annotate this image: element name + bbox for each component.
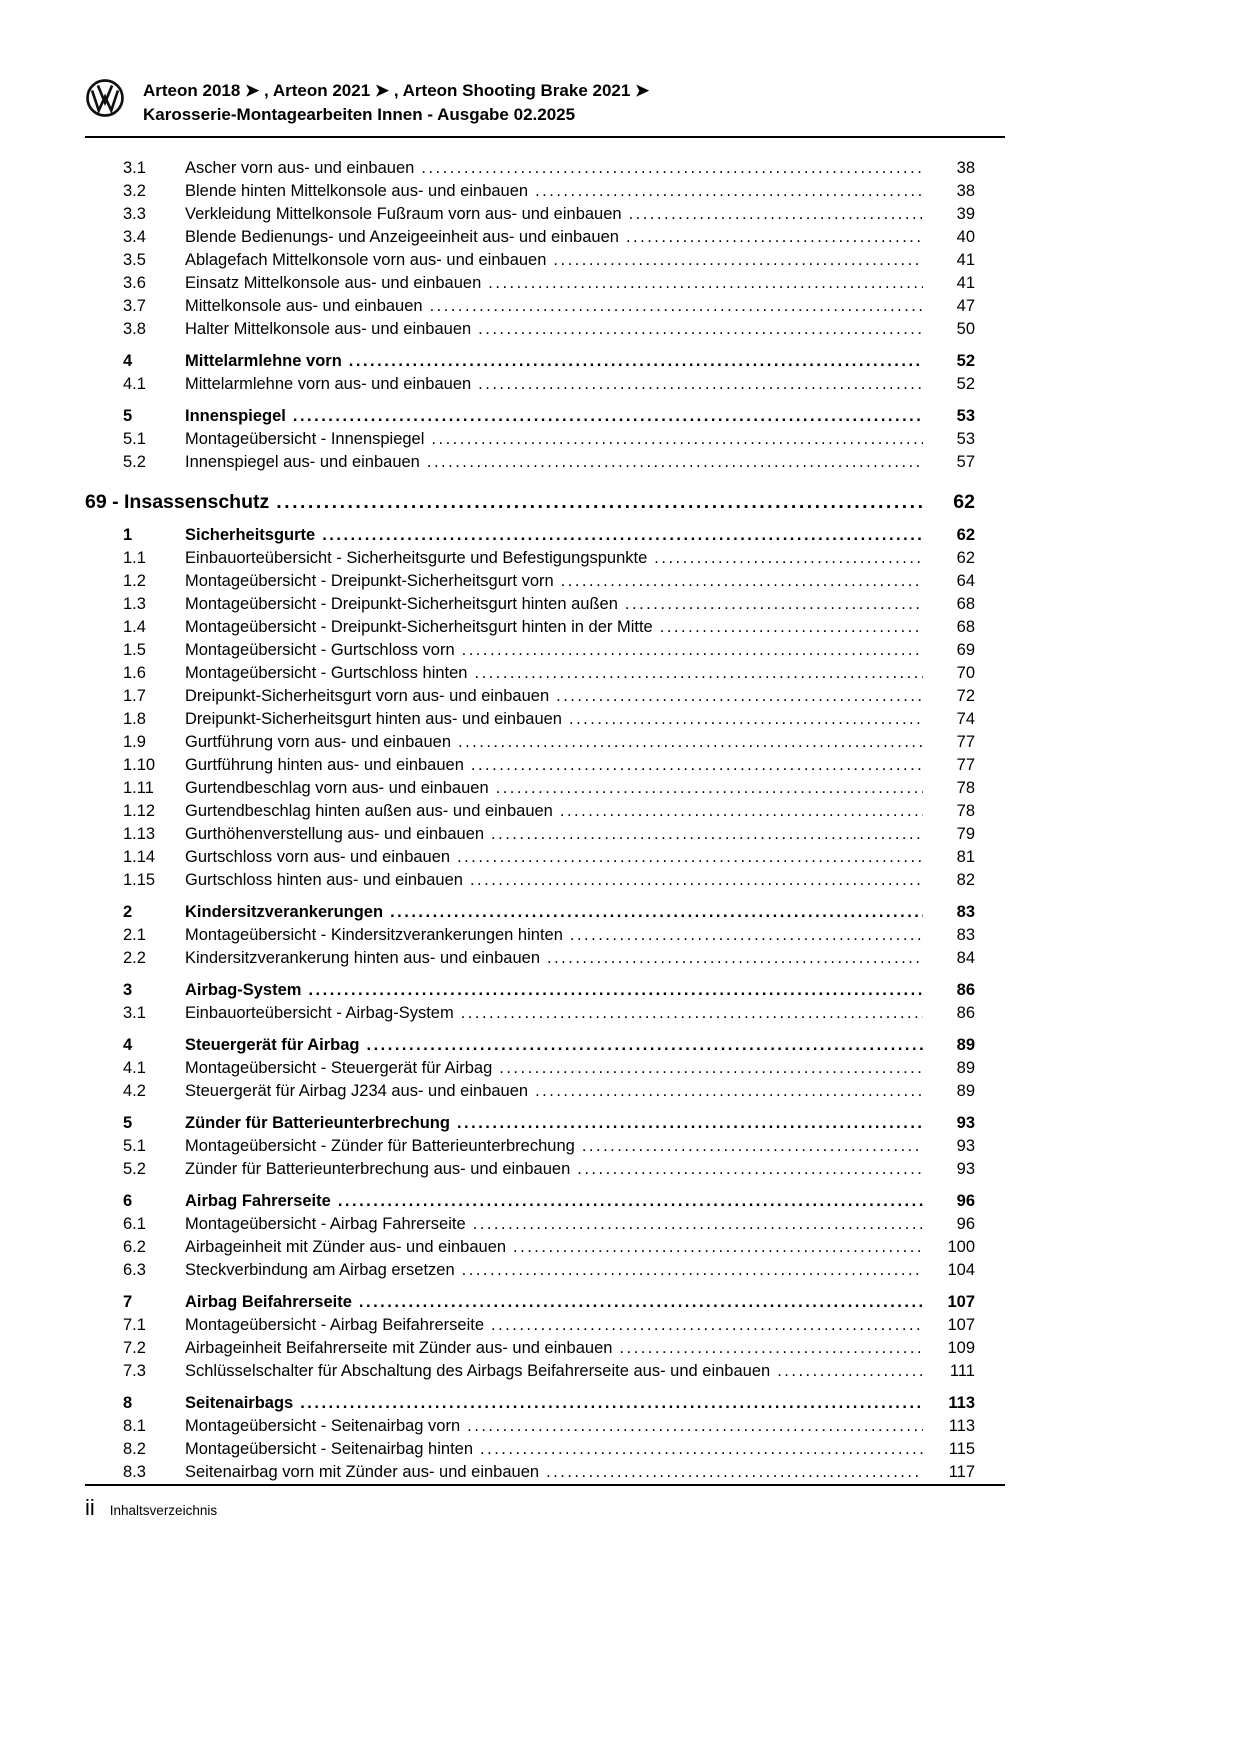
toc-entry-number: 6.3 — [123, 1261, 146, 1279]
dot-leader — [458, 731, 923, 754]
toc-entry-number: 4.1 — [123, 375, 146, 393]
dot-leader — [496, 777, 923, 800]
footer-row — [85, 1495, 1005, 1521]
toc-entry-row — [123, 1080, 975, 1103]
toc-entry-row — [123, 226, 975, 249]
toc-entry-title: Kindersitzverankerung hinten aus- und einbauen — [185, 949, 540, 967]
toc-entry-row — [123, 318, 975, 341]
dot-leader — [547, 947, 923, 970]
toc-entry-title: Airbageinheit mit Zünder aus- und einbauen — [185, 1238, 507, 1256]
dot-leader — [499, 1057, 923, 1080]
toc-entry-title: Gurtführung vorn aus- und einbauen — [185, 733, 452, 751]
dot-leader — [629, 203, 923, 226]
dot-leader — [488, 272, 923, 295]
toc-entry-page: 93 — [956, 1137, 975, 1155]
toc-entry-page: 113 — [948, 1394, 975, 1412]
dot-leader — [535, 180, 923, 203]
toc-entry-row — [123, 1034, 975, 1057]
toc-list — [85, 157, 975, 1484]
toc-entry-row — [123, 924, 975, 947]
toc-entry-row — [123, 350, 975, 373]
toc-entry-row — [123, 1213, 975, 1236]
toc-entry-title: Montageübersicht - Airbag Fahrerseite — [185, 1215, 466, 1233]
toc-entry-row — [123, 1438, 975, 1461]
toc-entry-page: 109 — [947, 1339, 975, 1357]
toc-entry-number: 8.1 — [123, 1417, 146, 1435]
header-text — [143, 78, 649, 127]
toc-entry-row — [123, 405, 975, 428]
toc-entry-page: 52 — [956, 352, 975, 370]
toc-entry-row — [123, 1135, 975, 1158]
toc-entry-title: Zünder für Batterieunterbrechung — [185, 1114, 450, 1132]
page-footer — [85, 1484, 1005, 1521]
toc-entry-title: Zünder für Batterieunterbrechung aus- und einbauen — [185, 1160, 571, 1178]
toc-entry-title: Airbag Beifahrerseite — [185, 1293, 352, 1311]
dot-leader — [491, 1314, 923, 1337]
toc-entry-title: Airbag-System — [185, 981, 302, 999]
toc-entry-row — [123, 823, 975, 846]
toc-entry-row — [123, 1057, 975, 1080]
toc-entry-number: 8.3 — [123, 1463, 146, 1481]
toc-entry-page: 117 — [948, 1463, 975, 1481]
toc-entry-row — [123, 451, 975, 474]
dot-leader — [570, 924, 923, 947]
toc-entry-title: Halter Mittelkonsole aus- und einbauen — [185, 320, 472, 338]
toc-entry-row — [123, 1259, 975, 1282]
toc-entry-number: 3.8 — [123, 320, 146, 338]
dot-leader — [474, 662, 923, 685]
dot-leader — [654, 547, 923, 570]
toc-entry-page: 93 — [956, 1114, 975, 1132]
toc-entry-row — [123, 1236, 975, 1259]
toc-entry-number: 1.9 — [123, 733, 146, 751]
toc-entry-number: 3.4 — [123, 228, 146, 246]
toc-entry-page: 50 — [956, 320, 975, 338]
toc-entry-page: 64 — [956, 572, 975, 590]
toc-entry-row — [123, 570, 975, 593]
toc-entry-page: 39 — [956, 205, 975, 223]
toc-entry-title: Innenspiegel — [185, 407, 286, 425]
toc-entry-row — [123, 1002, 975, 1025]
toc-entry-page: 96 — [956, 1192, 975, 1210]
toc-entry-page: 78 — [956, 779, 975, 797]
toc-entry-title: Kindersitzverankerungen — [185, 903, 384, 921]
toc-entry-page: 93 — [956, 1160, 975, 1178]
dot-leader — [308, 979, 923, 1002]
toc-entry-title: Dreipunkt-Sicherheitsgurt vorn aus- und einbauen — [185, 687, 550, 705]
toc-entry-number: 8 — [123, 1394, 133, 1412]
toc-entry-title: Airbag Fahrerseite — [185, 1192, 331, 1210]
toc-entry-row — [123, 947, 975, 970]
toc-entry-page: 72 — [956, 687, 975, 705]
dot-leader — [473, 1213, 923, 1236]
footer-label: Inhaltsverzeichnis — [109, 1503, 218, 1518]
toc-entry-title: Einbauorteübersicht - Sicherheitsgurte und Befestigungspunkte — [185, 549, 648, 567]
toc-entry-row — [123, 272, 975, 295]
toc-entry-page: 107 — [947, 1316, 975, 1334]
toc-entry-row — [123, 1461, 975, 1484]
toc-entry-title: Steuergerät für Airbag — [185, 1036, 360, 1054]
toc-entry-title: Sicherheitsgurte — [185, 526, 316, 544]
toc-entry-row — [123, 800, 975, 823]
dot-leader — [478, 373, 923, 396]
toc-entry-row — [123, 373, 975, 396]
toc-entry-title: Montageübersicht - Dreipunkt-Sicherheitsgurt vorn — [185, 572, 554, 590]
dot-leader — [276, 489, 923, 515]
dot-leader — [560, 800, 923, 823]
toc-entry-title: Montageübersicht - Zünder für Batterieunterbrechung — [185, 1137, 575, 1155]
toc-entry-page: 78 — [956, 802, 975, 820]
toc-entry-title: Montageübersicht - Gurtschloss hinten — [185, 664, 468, 682]
toc-entry-row — [123, 708, 975, 731]
dot-leader — [491, 823, 923, 846]
toc-entry-title: Einbauorteübersicht - Airbag-System — [185, 1004, 454, 1022]
toc-entry-title: Gurtschloss hinten aus- und einbauen — [185, 871, 463, 889]
toc-entry-number: 1.13 — [123, 825, 156, 843]
dot-leader — [577, 1158, 923, 1181]
dot-leader — [556, 685, 923, 708]
dot-leader — [457, 846, 923, 869]
toc-entry-row — [123, 1392, 975, 1415]
toc-entry-row — [123, 1190, 975, 1213]
dot-leader — [546, 1461, 923, 1484]
dot-leader — [431, 428, 923, 451]
dot-leader — [338, 1190, 923, 1213]
toc-entry-number: 3.1 — [123, 1004, 146, 1022]
dot-leader — [625, 593, 923, 616]
dot-leader — [513, 1236, 923, 1259]
toc-entry-row — [123, 428, 975, 451]
toc-entry-row — [123, 1291, 975, 1314]
toc-entry-page: 96 — [956, 1215, 975, 1233]
header-row — [85, 78, 1005, 127]
toc-entry-number: 2 — [123, 903, 133, 921]
dot-leader — [293, 405, 923, 428]
toc-entry-number: 1.7 — [123, 687, 146, 705]
toc-entry-title: Einsatz Mittelkonsole aus- und einbauen — [185, 274, 482, 292]
toc-entry-row — [123, 901, 975, 924]
toc-entry-number: 7.1 — [123, 1316, 146, 1334]
toc-entry-page: 79 — [956, 825, 975, 843]
toc-entry-page: 70 — [956, 664, 975, 682]
toc-entry-row — [123, 249, 975, 272]
toc-entry-row — [123, 685, 975, 708]
dot-leader — [461, 1002, 923, 1025]
toc-entry-title: Gurtschloss vorn aus- und einbauen — [185, 848, 451, 866]
footer-page-number: ii — [85, 1495, 95, 1520]
toc-entry-number: 3.6 — [123, 274, 146, 292]
toc-entry-page: 81 — [956, 848, 975, 866]
toc-entry-page: 84 — [956, 949, 975, 967]
dot-leader — [561, 570, 923, 593]
toc-entry-title: Montageübersicht - Gurtschloss vorn — [185, 641, 455, 659]
toc-entry-page: 52 — [956, 375, 975, 393]
toc-entry-page: 68 — [956, 618, 975, 636]
toc-entry-title: Gurtendbeschlag hinten außen aus- und einbauen — [185, 802, 553, 820]
toc-entry-number: 8.2 — [123, 1440, 146, 1458]
toc-entry-title: Montageübersicht - Airbag Beifahrerseite — [185, 1316, 484, 1334]
toc-entry-row — [123, 203, 975, 226]
toc-entry-row — [123, 295, 975, 318]
toc-entry-title: Montageübersicht - Kindersitzverankerungen hinten — [185, 926, 563, 944]
dot-leader — [462, 1259, 923, 1282]
toc-entry-number: 1.15 — [123, 871, 156, 889]
toc-entry-title: Gurtführung hinten aus- und einbauen — [185, 756, 464, 774]
toc-entry-row — [123, 616, 975, 639]
toc-entry-title: Steckverbindung am Airbag ersetzen — [185, 1261, 455, 1279]
toc-entry-number: 1 — [123, 526, 133, 544]
dot-leader — [322, 524, 923, 547]
toc-entry-title: Innenspiegel aus- und einbauen — [185, 453, 420, 471]
toc-entry-number: 1.14 — [123, 848, 156, 866]
toc-entry-number: 6.2 — [123, 1238, 146, 1256]
dot-leader — [470, 869, 923, 892]
toc-entry-number: 7.2 — [123, 1339, 146, 1357]
toc-entry-row — [123, 180, 975, 203]
toc-entry-number: 7 — [123, 1293, 133, 1311]
toc-entry-row — [123, 1415, 975, 1438]
toc-entry-title: Blende hinten Mittelkonsole aus- und einbauen — [185, 182, 529, 200]
dot-leader — [777, 1360, 923, 1383]
toc-entry-number: 6.1 — [123, 1215, 146, 1233]
dot-leader — [427, 451, 923, 474]
toc-entry-row — [123, 1360, 975, 1383]
toc-entry-page: 62 — [953, 491, 975, 513]
toc-entry-title: Seitenairbag vorn mit Zünder aus- und einbauen — [185, 1463, 540, 1481]
page-header — [85, 78, 1005, 138]
toc-entry-page: 53 — [956, 407, 975, 425]
dot-leader — [457, 1112, 923, 1135]
header-model-line: Arteon 2018 ➤ , Arteon 2021 ➤ , Arteon Shooting Brake 2021 ➤ — [143, 81, 650, 100]
toc-entry-row — [123, 846, 975, 869]
toc-entry-number: 4.2 — [123, 1082, 146, 1100]
toc-entry-title: Steuergerät für Airbag J234 aus- und einbauen — [185, 1082, 529, 1100]
toc-entry-row — [123, 777, 975, 800]
toc-entry-title: Verkleidung Mittelkonsole Fußraum vorn aus- und einbauen — [185, 205, 622, 223]
toc-entry-number: 5.2 — [123, 453, 146, 471]
toc-entry-page: 115 — [948, 1440, 975, 1458]
dot-leader — [421, 157, 923, 180]
toc-entry-row — [123, 157, 975, 180]
dot-leader — [535, 1080, 923, 1103]
toc-entry-page: 89 — [956, 1082, 975, 1100]
toc-entry-title: Seitenairbags — [185, 1394, 294, 1412]
toc-entry-title: Airbageinheit Beifahrerseite mit Zünder aus- und einbauen — [185, 1339, 613, 1357]
toc-entry-page: 69 — [956, 641, 975, 659]
toc-entry-number: 1.5 — [123, 641, 146, 659]
toc-entry-title: Montageübersicht - Dreipunkt-Sicherheitsgurt hinten außen — [185, 595, 618, 613]
toc-entry-page: 40 — [956, 228, 975, 246]
toc-entry-number: 1.4 — [123, 618, 146, 636]
toc-entry-page: 89 — [956, 1036, 975, 1054]
toc-entry-number: 4 — [123, 1036, 133, 1054]
dot-leader — [359, 1291, 923, 1314]
dot-leader — [619, 1337, 923, 1360]
toc-entry-page: 41 — [956, 274, 975, 292]
toc-entry-title: Mittelarmlehne vorn aus- und einbauen — [185, 375, 472, 393]
toc-entry-number: 5 — [123, 407, 133, 425]
dot-leader — [300, 1392, 923, 1415]
toc-entry-number: 3.5 — [123, 251, 146, 269]
toc-entry-number: 7.3 — [123, 1362, 146, 1380]
toc-entry-number: 5.2 — [123, 1160, 146, 1178]
dot-leader — [569, 708, 923, 731]
dot-leader — [471, 754, 923, 777]
toc-entry-page: 77 — [956, 756, 975, 774]
toc-entry-row — [123, 731, 975, 754]
toc-entry-title: Mittelkonsole aus- und einbauen — [185, 297, 423, 315]
toc-entry-page: 77 — [956, 733, 975, 751]
toc-entry-page: 83 — [956, 926, 975, 944]
toc-entry-number: 3.2 — [123, 182, 146, 200]
toc-entry-page: 83 — [956, 903, 975, 921]
dot-leader — [582, 1135, 923, 1158]
toc-entry-row — [123, 662, 975, 685]
toc-entry-title: Blende Bedienungs- und Anzeigeeinheit aus- und einbauen — [185, 228, 619, 246]
dot-leader — [349, 350, 923, 373]
toc-entry-page: 107 — [947, 1293, 975, 1311]
toc-entry-page: 38 — [956, 182, 975, 200]
toc-entry-number: 3.7 — [123, 297, 146, 315]
toc-entry-title: Montageübersicht - Steuergerät für Airbag — [185, 1059, 493, 1077]
toc-entry-page: 62 — [956, 526, 975, 544]
toc-entry-row — [123, 1112, 975, 1135]
dot-leader — [660, 616, 923, 639]
header-edition-line: Karosserie-Montagearbeiten Innen - Ausgabe 02.2025 — [143, 105, 576, 124]
toc-entry-page: 86 — [956, 1004, 975, 1022]
toc-entry-page: 68 — [956, 595, 975, 613]
toc-entry-page: 89 — [956, 1059, 975, 1077]
toc-entry-row — [123, 754, 975, 777]
toc-entry-number: 5 — [123, 1114, 133, 1132]
toc-entry-number: 4.1 — [123, 1059, 146, 1077]
toc-entry-row — [123, 1314, 975, 1337]
toc-entry-number: 2.2 — [123, 949, 146, 967]
toc-entry-number: 1.11 — [123, 779, 154, 797]
toc-entry-row — [123, 1337, 975, 1360]
toc-entry-number: 6 — [123, 1192, 133, 1210]
toc-entry-page: 62 — [956, 549, 975, 567]
toc-entry-number: 5.1 — [123, 430, 146, 448]
toc-entry-number: 1.6 — [123, 664, 146, 682]
toc-entry-title: Montageübersicht - Dreipunkt-Sicherheitsgurt hinten in der Mitte — [185, 618, 653, 636]
footer-divider — [85, 1484, 1005, 1486]
dot-leader — [467, 1415, 923, 1438]
toc-entry-number: 3.1 — [123, 159, 146, 177]
toc-entry-page: 82 — [956, 871, 975, 889]
dot-leader — [480, 1438, 923, 1461]
toc-entry-number: 1.8 — [123, 710, 146, 728]
toc-entry-row — [123, 524, 975, 547]
toc-entry-row — [123, 979, 975, 1002]
toc-entry-title: Montageübersicht - Seitenairbag vorn — [185, 1417, 461, 1435]
toc-entry-title: Schlüsselschalter für Abschaltung des Airbags Beifahrerseite aus- und einbauen — [185, 1362, 771, 1380]
dot-leader — [390, 901, 923, 924]
toc-entry-title: Ablagefach Mittelkonsole vorn aus- und einbauen — [185, 251, 547, 269]
toc-entry-title: Gurthöhenverstellung aus- und einbauen — [185, 825, 485, 843]
toc-entry-title: 69 - Insassenschutz — [85, 491, 270, 513]
toc-entry-row — [123, 1158, 975, 1181]
toc-entry-title: Gurtendbeschlag vorn aus- und einbauen — [185, 779, 489, 797]
toc-entry-number: 4 — [123, 352, 133, 370]
toc-entry-number: 1.12 — [123, 802, 156, 820]
toc-section-row — [85, 489, 975, 515]
toc-entry-page: 104 — [947, 1261, 975, 1279]
dot-leader — [626, 226, 923, 249]
toc-entry-number: 1.3 — [123, 595, 146, 613]
toc-entry-title: Montageübersicht - Innenspiegel — [185, 430, 425, 448]
toc-entry-title: Dreipunkt-Sicherheitsgurt hinten aus- und einbauen — [185, 710, 562, 728]
toc-entry-number: 3.3 — [123, 205, 146, 223]
toc-entry-row — [123, 639, 975, 662]
toc-entry-number: 3 — [123, 981, 133, 999]
toc-entry-page: 41 — [956, 251, 975, 269]
dot-leader — [430, 295, 923, 318]
toc-entry-page: 47 — [956, 297, 975, 315]
toc-entry-number: 1.10 — [123, 756, 156, 774]
dot-leader — [367, 1034, 923, 1057]
toc-entry-number: 5.1 — [123, 1137, 146, 1155]
toc-entry-title: Mittelarmlehne vorn — [185, 352, 342, 370]
vw-logo-icon — [85, 78, 125, 118]
toc-entry-page: 38 — [956, 159, 975, 177]
toc-entry-row — [123, 593, 975, 616]
toc-entry-page: 100 — [947, 1238, 975, 1256]
dot-leader — [553, 249, 923, 272]
toc-entry-page: 57 — [956, 453, 975, 471]
toc-entry-title: Ascher vorn aus- und einbauen — [185, 159, 415, 177]
toc-entry-page: 113 — [948, 1417, 975, 1435]
toc-entry-page: 53 — [956, 430, 975, 448]
toc-entry-number: 1.1 — [123, 549, 146, 567]
toc-entry-page: 111 — [949, 1362, 975, 1380]
dot-leader — [462, 639, 923, 662]
toc-entry-row — [123, 547, 975, 570]
toc-entry-row — [123, 869, 975, 892]
toc-entry-number: 2.1 — [123, 926, 146, 944]
dot-leader — [478, 318, 923, 341]
toc-entry-page: 86 — [956, 981, 975, 999]
header-divider — [85, 136, 1005, 138]
toc-entry-number: 1.2 — [123, 572, 146, 590]
toc-entry-page: 74 — [956, 710, 975, 728]
toc-entry-title: Montageübersicht - Seitenairbag hinten — [185, 1440, 474, 1458]
